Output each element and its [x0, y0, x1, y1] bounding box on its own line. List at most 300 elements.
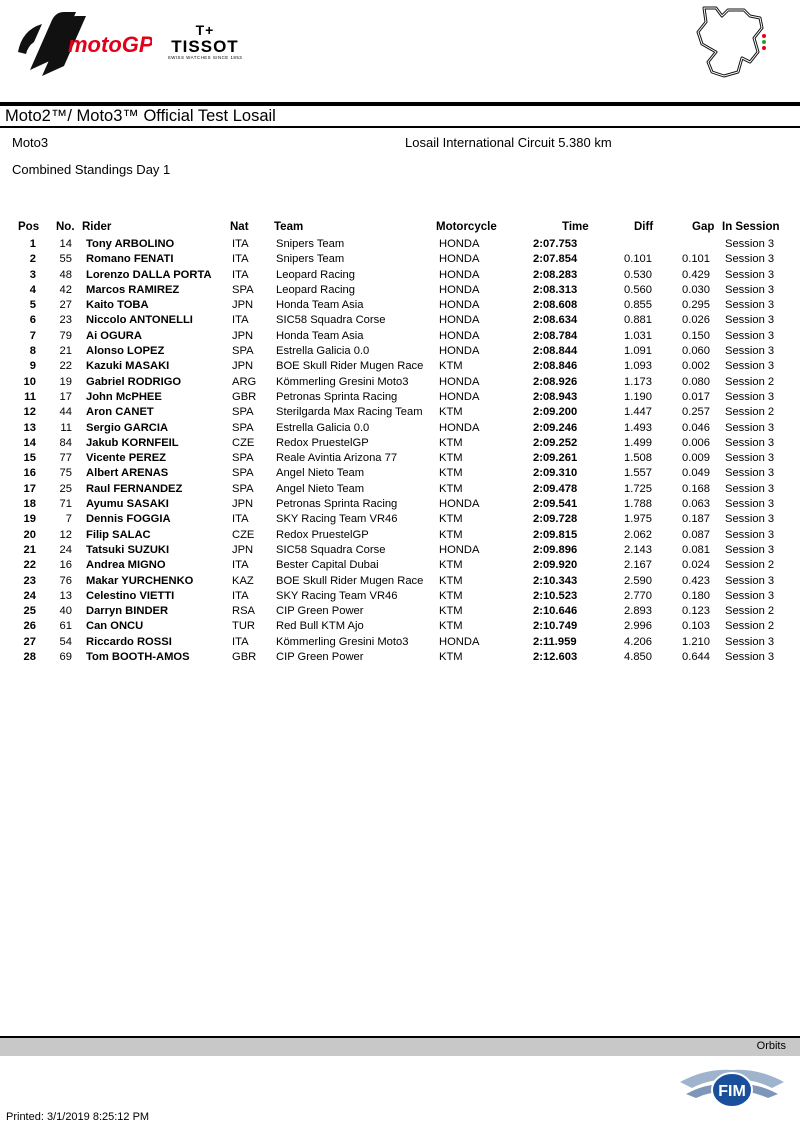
row-pos: 23: [23, 574, 36, 587]
row-session: Session 3: [725, 635, 775, 648]
row-pos: 6: [29, 314, 36, 327]
row-motorcycle: KTM: [439, 528, 463, 541]
row-number: 25: [59, 482, 72, 495]
row-nat: ARG: [232, 375, 257, 388]
row-motorcycle: HONDA: [439, 238, 480, 250]
row-rider: Alonso LOPEZ: [86, 345, 165, 358]
row-team: BOE Skull Rider Mugen Race: [276, 574, 424, 587]
row-time: 2:10.343: [533, 574, 578, 587]
table-row: [0, 252, 800, 267]
row-time: 2:08.634: [533, 314, 578, 327]
row-pos: 26: [23, 620, 36, 633]
row-number: 75: [59, 467, 72, 480]
row-gap: 0.257: [682, 406, 710, 419]
row-pos: 7: [29, 329, 36, 342]
row-time: 2:08.926: [533, 375, 578, 388]
row-pos: 3: [29, 268, 36, 281]
row-nat: JPN: [232, 360, 254, 373]
row-team: Petronas Sprinta Racing: [276, 390, 398, 403]
row-diff: 0.881: [624, 314, 652, 327]
row-session: Session 3: [725, 268, 775, 281]
row-pos: 4: [29, 283, 36, 296]
row-number: 22: [59, 360, 72, 373]
row-time: 2:08.283: [533, 268, 578, 281]
row-team: Bester Capital Dubai: [276, 559, 379, 572]
row-session: Session 3: [725, 390, 775, 403]
row-time: 2:08.608: [533, 299, 578, 312]
row-motorcycle: HONDA: [439, 283, 480, 296]
table-row: [0, 268, 800, 283]
row-time: 2:07.753: [533, 238, 578, 250]
fim-logo-text: FIM: [718, 1083, 746, 1100]
col-pos: Pos: [18, 221, 40, 233]
row-diff: 1.031: [624, 329, 652, 342]
row-team: Angel Nieto Team: [276, 482, 365, 495]
col-diff: Diff: [634, 221, 654, 233]
row-diff: 1.091: [624, 345, 652, 358]
row-session: Session 2: [725, 605, 775, 618]
row-motorcycle: HONDA: [439, 421, 480, 434]
row-team: Angel Nieto Team: [276, 467, 365, 480]
row-session: Session 3: [725, 314, 775, 327]
row-nat: CZE: [232, 436, 255, 449]
row-rider: Jakub KORNFEIL: [86, 436, 179, 449]
row-nat: SPA: [232, 406, 254, 419]
footer-bar: [0, 1036, 800, 1056]
row-pos: 18: [23, 498, 36, 511]
row-nat: SPA: [232, 482, 254, 495]
row-diff: 1.725: [624, 482, 652, 495]
row-diff: 4.850: [624, 651, 652, 664]
row-number: 12: [59, 528, 72, 541]
row-pos: 17: [23, 482, 36, 495]
row-gap: 0.026: [682, 314, 710, 327]
row-diff: 1.173: [624, 375, 652, 388]
row-gap: 0.017: [682, 390, 710, 403]
row-team: Honda Team Asia: [276, 329, 364, 342]
col-time: Time: [562, 221, 589, 233]
row-pos: 16: [23, 467, 36, 480]
row-team: SKY Racing Team VR46: [276, 589, 398, 602]
row-nat: ITA: [232, 238, 249, 250]
row-motorcycle: KTM: [439, 574, 463, 587]
row-pos: 28: [23, 651, 36, 664]
row-rider: Kazuki MASAKI: [86, 360, 170, 373]
row-number: 11: [60, 421, 72, 434]
row-rider: Riccardo ROSSI: [86, 635, 172, 648]
row-team: Snipers Team: [276, 253, 345, 266]
row-number: 14: [59, 238, 72, 250]
title-top-rule: [0, 102, 800, 106]
table-row: [0, 543, 800, 558]
row-rider: Tatsuki SUZUKI: [86, 543, 170, 556]
row-motorcycle: HONDA: [439, 543, 480, 556]
row-time: 2:11.959: [533, 635, 577, 648]
row-diff: 2.893: [624, 605, 652, 618]
row-nat: ITA: [232, 253, 249, 266]
row-diff: 0.530: [624, 268, 652, 281]
row-motorcycle: KTM: [439, 651, 463, 664]
row-motorcycle: HONDA: [439, 314, 480, 327]
row-motorcycle: KTM: [439, 482, 463, 495]
row-time: 2:09.200: [533, 406, 578, 419]
row-team: SIC58 Squadra Corse: [276, 543, 386, 556]
row-pos: 27: [23, 635, 36, 648]
row-session: Session 3: [725, 283, 775, 296]
row-number: 76: [59, 574, 72, 587]
tissot-tagline: SWISS WATCHES SINCE 1853: [167, 55, 243, 60]
row-number: 71: [59, 498, 72, 511]
row-session: Session 3: [725, 528, 775, 541]
row-rider: Makar YURCHENKO: [86, 574, 194, 587]
table-row: [0, 466, 800, 481]
row-time: 2:09.896: [533, 543, 578, 556]
row-pos: 15: [23, 452, 36, 465]
row-motorcycle: HONDA: [439, 268, 480, 281]
row-number: 77: [59, 452, 72, 465]
row-number: 24: [59, 543, 72, 556]
row-pos: 24: [23, 589, 36, 602]
row-team: BOE Skull Rider Mugen Race: [276, 360, 424, 373]
row-rider: Celestino VIETTI: [86, 589, 175, 602]
table-row: [0, 574, 800, 589]
row-time: 2:10.646: [533, 605, 578, 618]
row-gap: 0.002: [682, 360, 710, 373]
row-session: Session 3: [725, 238, 775, 250]
row-rider: Gabriel RODRIGO: [86, 375, 182, 388]
row-time: 2:08.844: [533, 345, 578, 358]
table-row: [0, 558, 800, 573]
row-number: 21: [59, 345, 72, 358]
row-motorcycle: KTM: [439, 452, 463, 465]
row-nat: ITA: [232, 314, 249, 327]
row-pos: 12: [23, 406, 36, 419]
row-session: Session 3: [725, 329, 775, 342]
circuit-label: Losail International Circuit 5.380 km: [405, 135, 612, 150]
table-row: [0, 283, 800, 298]
event-title: Moto2™/ Moto3™ Official Test Losail: [5, 107, 276, 125]
row-gap: 0.024: [682, 559, 710, 572]
row-pos: 8: [29, 345, 36, 358]
row-nat: JPN: [232, 543, 254, 556]
row-gap: 0.295: [682, 299, 710, 312]
row-motorcycle: KTM: [439, 360, 463, 373]
row-time: 2:08.846: [533, 360, 578, 373]
row-gap: 0.101: [682, 253, 710, 266]
row-session: Session 2: [725, 620, 775, 633]
row-session: Session 3: [725, 543, 775, 556]
row-nat: JPN: [232, 299, 254, 312]
row-rider: Tony ARBOLINO: [86, 238, 175, 250]
row-team: Leopard Racing: [276, 268, 355, 281]
row-team: Sterilgarda Max Racing Team: [276, 406, 423, 419]
row-session: Session 2: [725, 375, 775, 388]
fim-logo: [676, 1060, 788, 1122]
row-session: Session 3: [725, 574, 775, 587]
row-gap: 1.210: [682, 635, 710, 648]
row-nat: SPA: [232, 283, 254, 296]
row-number: 27: [59, 299, 72, 312]
row-rider: Dennis FOGGIA: [86, 513, 171, 526]
row-pos: 21: [23, 543, 36, 556]
row-pos: 10: [23, 375, 36, 388]
row-gap: 0.644: [682, 651, 710, 664]
row-session: Session 3: [725, 360, 775, 373]
row-diff: 2.590: [624, 574, 652, 587]
table-row: [0, 619, 800, 634]
category-label: Moto3: [12, 135, 49, 150]
row-nat: SPA: [232, 467, 254, 480]
row-nat: ITA: [232, 635, 249, 648]
row-time: 2:12.603: [533, 651, 578, 664]
row-pos: 1: [29, 238, 36, 250]
row-rider: Romano FENATI: [86, 253, 174, 266]
row-time: 2:08.313: [533, 283, 578, 296]
table-row: [0, 635, 800, 650]
row-time: 2:09.246: [533, 421, 578, 434]
row-gap: 0.046: [682, 421, 710, 434]
row-rider: Raul FERNANDEZ: [86, 482, 183, 495]
row-diff: 2.996: [624, 620, 652, 633]
row-pos: 25: [23, 605, 36, 618]
row-motorcycle: HONDA: [439, 635, 480, 648]
row-diff: 2.770: [624, 589, 652, 602]
row-motorcycle: HONDA: [439, 253, 480, 266]
row-nat: SPA: [232, 452, 254, 465]
row-number: 42: [59, 283, 72, 296]
row-diff: 2.062: [624, 528, 652, 541]
row-motorcycle: KTM: [439, 513, 463, 526]
row-nat: SPA: [232, 345, 254, 358]
printed-timestamp: Printed: 3/1/2019 8:25:12 PM: [6, 1111, 150, 1123]
row-rider: John McPHEE: [86, 390, 162, 403]
row-rider: Ayumu SASAKI: [86, 498, 169, 511]
row-number: 79: [59, 329, 72, 342]
row-diff: 1.557: [624, 467, 652, 480]
table-row: [0, 650, 800, 665]
row-motorcycle: KTM: [439, 620, 463, 633]
row-pos: 9: [29, 360, 36, 373]
row-diff: 1.447: [624, 406, 652, 419]
row-motorcycle: KTM: [439, 467, 463, 480]
table-row: [0, 421, 800, 436]
row-team: Estrella Galicia 0.0: [276, 421, 370, 434]
row-pos: 20: [23, 528, 36, 541]
table-row: [0, 405, 800, 420]
row-rider: Niccolo ANTONELLI: [86, 314, 193, 327]
table-row: [0, 451, 800, 466]
table-row: [0, 329, 800, 344]
row-motorcycle: HONDA: [439, 345, 480, 358]
title-bottom-rule: [0, 126, 800, 128]
row-motorcycle: HONDA: [439, 299, 480, 312]
row-gap: 0.423: [682, 574, 710, 587]
row-diff: 4.206: [624, 635, 652, 648]
row-session: Session 3: [725, 299, 775, 312]
row-number: 55: [59, 253, 72, 266]
row-gap: 0.087: [682, 528, 710, 541]
row-session: Session 3: [725, 482, 775, 495]
col-gap: Gap: [692, 221, 715, 233]
row-number: 17: [59, 390, 72, 403]
row-nat: TUR: [232, 620, 255, 633]
row-team: Petronas Sprinta Racing: [276, 498, 398, 511]
table-row: [0, 482, 800, 497]
row-nat: KAZ: [232, 574, 254, 587]
row-team: Redox PruestelGP: [276, 436, 369, 449]
row-rider: Ai OGURA: [86, 329, 142, 342]
row-team: Estrella Galicia 0.0: [276, 345, 370, 358]
row-gap: 0.063: [682, 498, 710, 511]
row-gap: 0.009: [682, 452, 710, 465]
row-number: 44: [59, 406, 72, 419]
row-team: CIP Green Power: [276, 651, 364, 664]
row-number: 40: [59, 605, 72, 618]
row-diff: 2.167: [624, 559, 652, 572]
row-number: 48: [59, 268, 72, 281]
row-gap: 0.006: [682, 436, 710, 449]
row-rider: Sergio GARCIA: [86, 421, 169, 434]
row-pos: 13: [23, 421, 36, 434]
row-rider: Can ONCU: [86, 620, 144, 633]
row-session: Session 3: [725, 253, 775, 266]
row-time: 2:09.478: [533, 482, 578, 495]
row-gap: 0.060: [682, 345, 710, 358]
row-motorcycle: KTM: [439, 605, 463, 618]
tissot-mark: T+: [195, 22, 215, 38]
row-session: Session 3: [725, 345, 775, 358]
col-team: Team: [274, 221, 304, 233]
row-nat: ITA: [232, 268, 249, 281]
table-row: [0, 497, 800, 512]
row-time: 2:09.541: [533, 498, 578, 511]
row-rider: Darryn BINDER: [86, 605, 169, 618]
row-number: 7: [65, 513, 72, 526]
row-diff: 1.499: [624, 436, 652, 449]
row-number: 84: [59, 436, 72, 449]
row-rider: Lorenzo DALLA PORTA: [86, 268, 212, 281]
row-diff: 0.560: [624, 283, 652, 296]
row-team: Reale Avintia Arizona 77: [276, 452, 398, 465]
row-rider: Marcos RAMIREZ: [86, 283, 180, 296]
row-nat: SPA: [232, 421, 254, 434]
row-session: Session 3: [725, 452, 775, 465]
row-gap: 0.168: [682, 482, 710, 495]
track-map-icon: [688, 2, 780, 82]
row-diff: 2.143: [624, 543, 652, 556]
row-diff: 0.855: [624, 299, 652, 312]
row-nat: ITA: [232, 589, 249, 602]
table-row: [0, 298, 800, 313]
row-gap: 0.180: [682, 589, 710, 602]
row-gap: 0.150: [682, 329, 710, 342]
row-diff: 1.093: [624, 360, 652, 373]
row-time: 2:09.261: [533, 452, 578, 465]
row-motorcycle: KTM: [439, 436, 463, 449]
table-header: [0, 221, 800, 235]
row-nat: JPN: [232, 329, 254, 342]
row-pos: 5: [29, 299, 36, 312]
row-diff: 1.508: [624, 452, 652, 465]
row-gap: 0.187: [682, 513, 710, 526]
row-rider: Albert ARENAS: [86, 467, 169, 480]
row-session: Session 2: [725, 559, 775, 572]
row-diff: 1.975: [624, 513, 652, 526]
row-team: Redox PruestelGP: [276, 528, 369, 541]
row-pos: 14: [23, 436, 36, 449]
row-number: 13: [59, 589, 72, 602]
row-pos: 22: [23, 559, 36, 572]
row-gap: 0.030: [682, 283, 710, 296]
row-diff: 1.190: [624, 390, 652, 403]
row-team: Honda Team Asia: [276, 299, 364, 312]
row-time: 2:08.943: [533, 390, 578, 403]
row-gap: 0.049: [682, 467, 710, 480]
row-gap: 0.123: [682, 605, 710, 618]
row-time: 2:09.728: [533, 513, 578, 526]
row-rider: Aron CANET: [86, 406, 154, 419]
row-motorcycle: HONDA: [439, 390, 480, 403]
row-nat: ITA: [232, 559, 249, 572]
col-rider: Rider: [82, 221, 112, 233]
row-motorcycle: KTM: [439, 406, 463, 419]
footer-brand: Orbits: [756, 1040, 786, 1052]
row-number: 23: [59, 314, 72, 327]
table-row: [0, 390, 800, 405]
row-session: Session 2: [725, 406, 775, 419]
row-nat: GBR: [232, 390, 257, 403]
row-nat: JPN: [232, 498, 254, 511]
tissot-name: TISSOT: [171, 37, 239, 56]
row-time: 2:10.749: [533, 620, 578, 633]
table-row: [0, 237, 800, 252]
table-row: [0, 528, 800, 543]
row-time: 2:09.310: [533, 467, 578, 480]
table-row: [0, 436, 800, 451]
table-row: [0, 512, 800, 527]
row-team: Red Bull KTM Ajo: [276, 620, 364, 633]
row-session: Session 3: [725, 513, 775, 526]
row-diff: 1.788: [624, 498, 652, 511]
row-nat: GBR: [232, 651, 257, 664]
table-row: [0, 313, 800, 328]
row-time: 2:09.920: [533, 559, 578, 572]
row-team: SIC58 Squadra Corse: [276, 314, 386, 327]
row-number: 69: [59, 651, 72, 664]
row-pos: 2: [29, 253, 36, 266]
row-time: 2:09.252: [533, 436, 578, 449]
results-table: [0, 237, 800, 665]
row-number: 19: [59, 375, 72, 388]
row-gap: 0.081: [682, 543, 710, 556]
col-session: In Session: [722, 221, 780, 233]
row-gap: 0.080: [682, 375, 710, 388]
row-team: Kömmerling Gresini Moto3: [276, 375, 409, 388]
table-row: [0, 589, 800, 604]
motogp-logo: [12, 6, 152, 82]
row-session: Session 3: [725, 467, 775, 480]
row-team: CIP Green Power: [276, 605, 364, 618]
col-nat: Nat: [230, 221, 249, 233]
table-row: [0, 359, 800, 374]
row-time: 2:10.523: [533, 589, 578, 602]
table-row: [0, 344, 800, 359]
row-team: Kömmerling Gresini Moto3: [276, 635, 409, 648]
table-row: [0, 375, 800, 390]
table-row: [0, 604, 800, 619]
row-pos: 19: [23, 513, 36, 526]
row-rider: Kaito TOBA: [86, 299, 149, 312]
